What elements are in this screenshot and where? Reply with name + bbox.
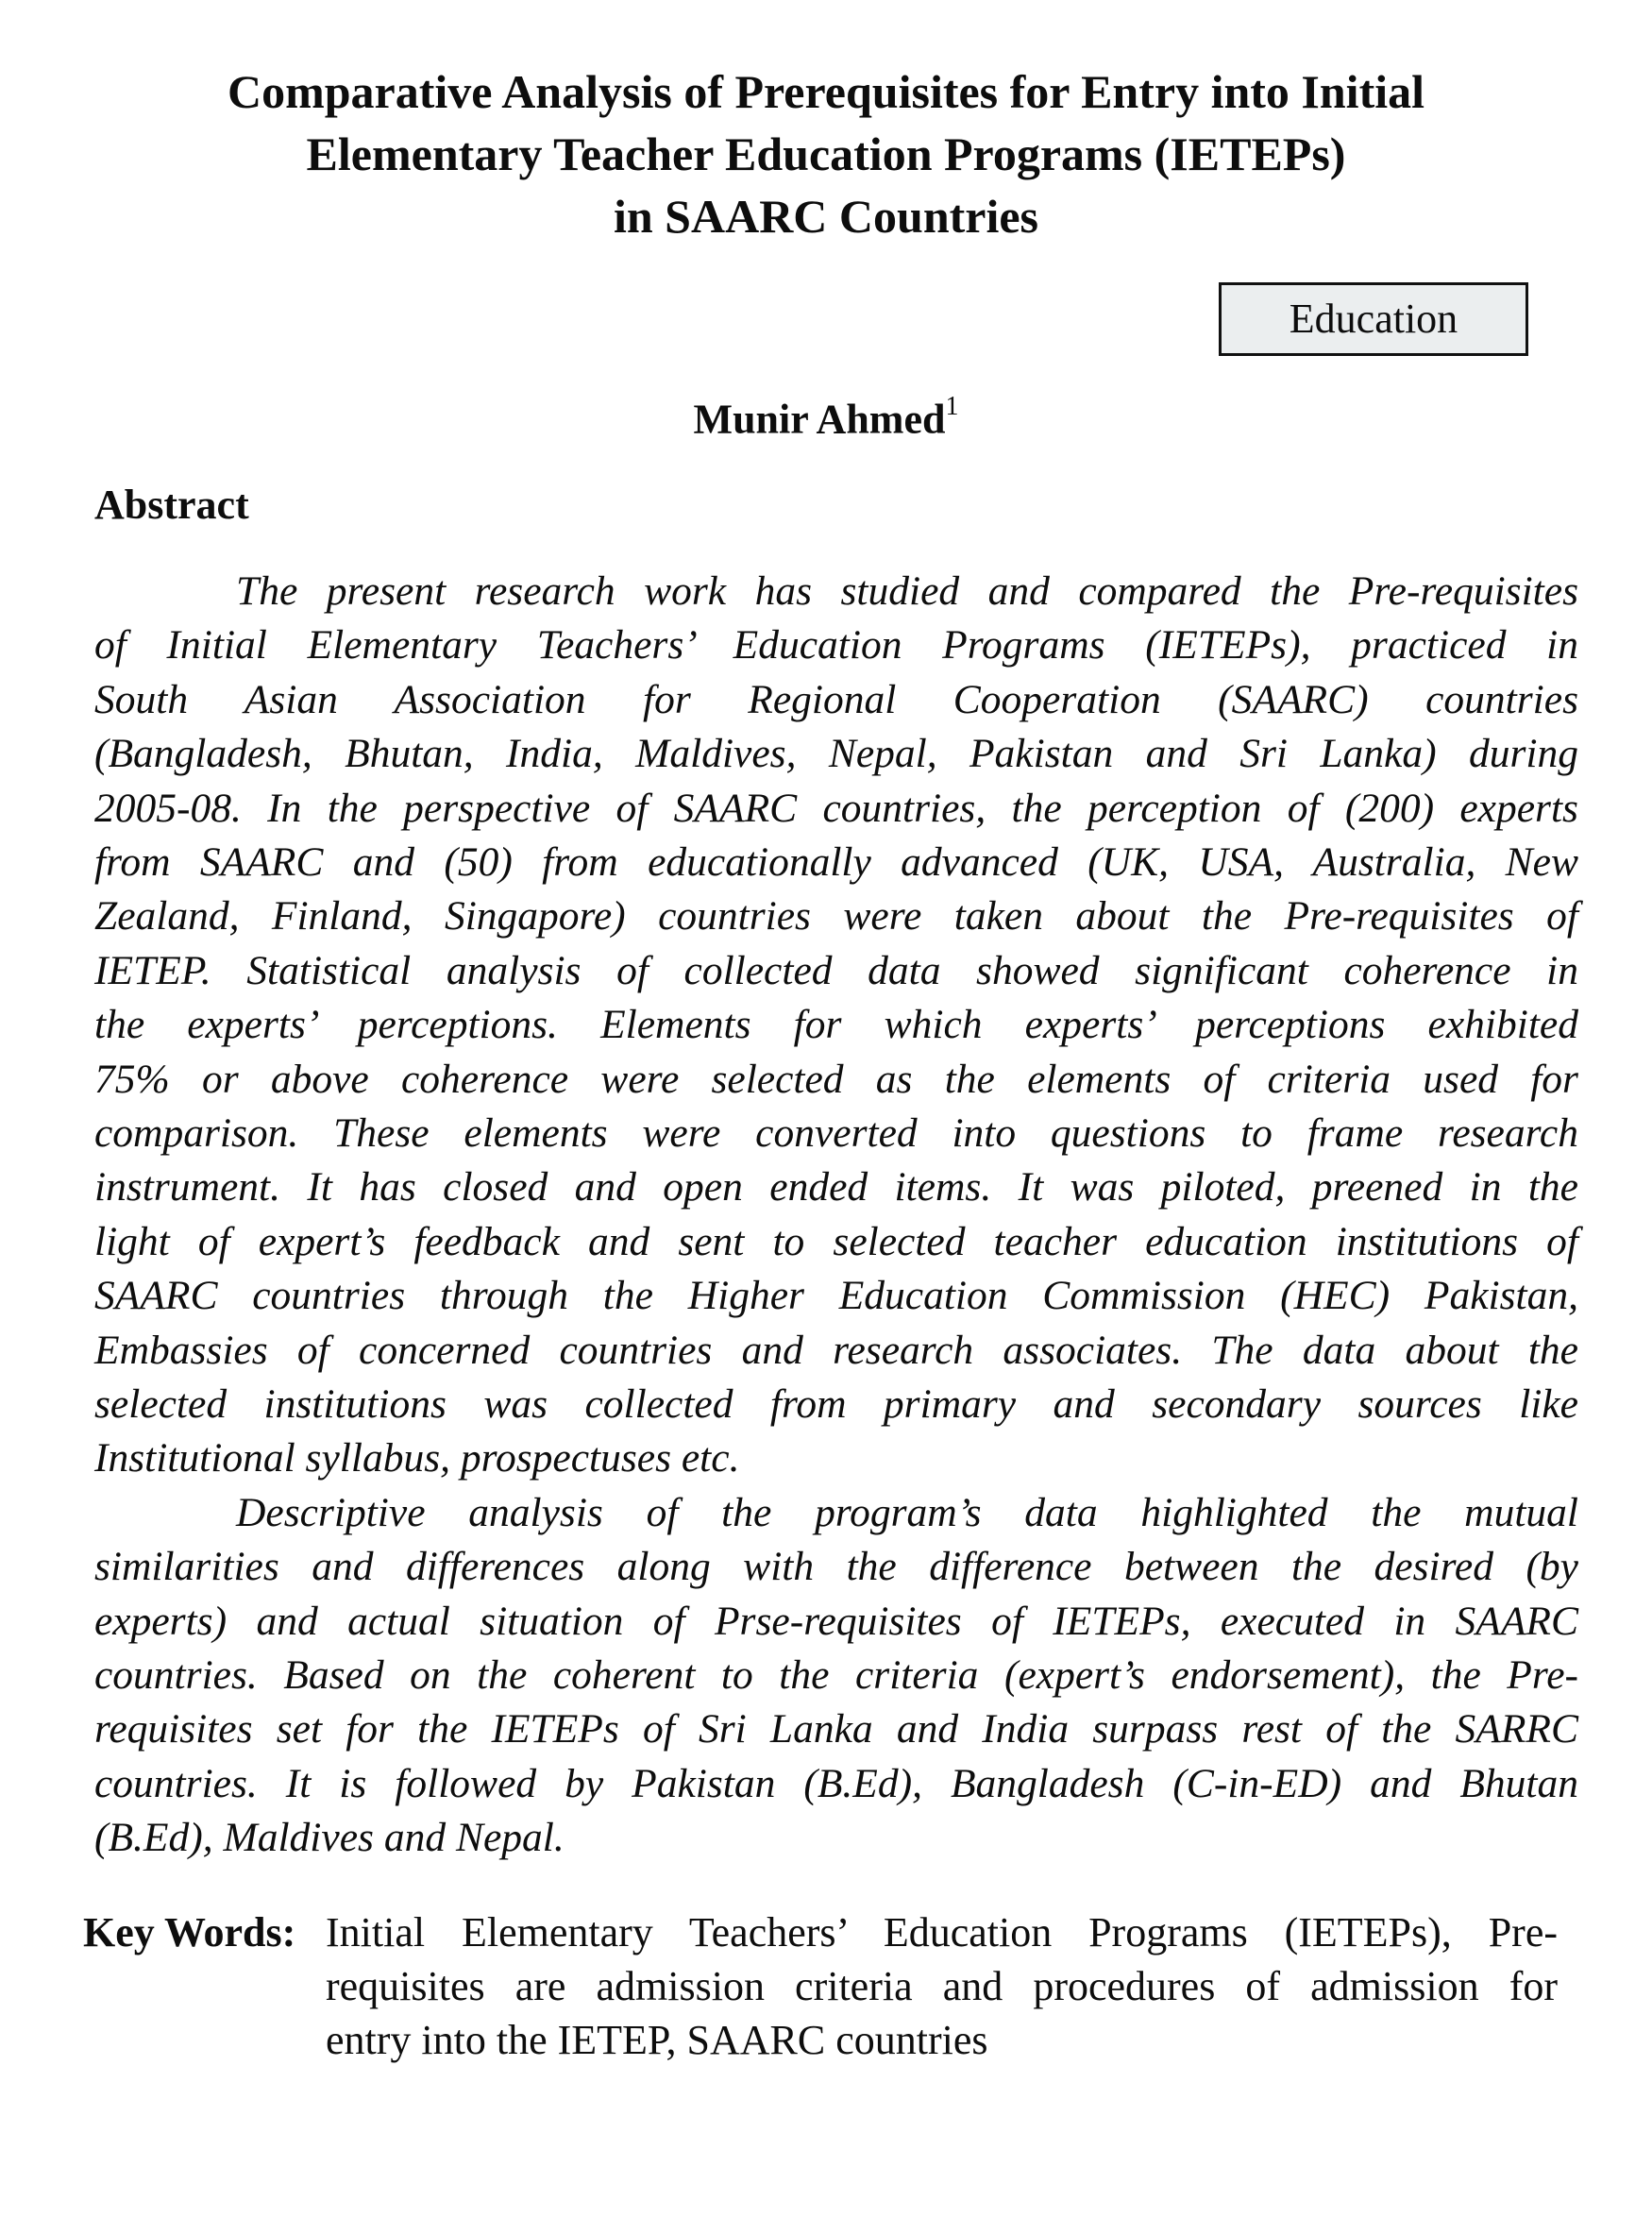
text-line: comparison. These elements were converted into questions to frame research bbox=[94, 1110, 1578, 1156]
text-line: SAARC countries through the Higher Education Commission (HEC) Pakistan, bbox=[94, 1273, 1578, 1319]
text-line: 2005-08. In the perspective of SAARC countries, the perception of (200) experts bbox=[94, 785, 1578, 831]
text-line: instrument. It has closed and open ended items. It was piloted, preened in the bbox=[94, 1164, 1578, 1211]
text-line: IETEP. Statistical analysis of collected data showed significant coherence in bbox=[94, 947, 1578, 993]
keywords-line: requisites are admission criteria and procedures of admission for bbox=[326, 1963, 1558, 2009]
text-line: selected institutions was collected from primary and secondary sources like bbox=[94, 1381, 1578, 1427]
text-line: the experts’ perceptions. Elements for which experts’ perceptions exhibited bbox=[94, 1002, 1578, 1048]
keywords-line: entry into the IETEP, SAARC countries bbox=[326, 2017, 988, 2063]
text-line: The present research work has studied and compared the Pre-requisites bbox=[236, 568, 1578, 614]
text-line: of Initial Elementary Teachers’ Education Programs (IETEPs), practiced in bbox=[94, 622, 1578, 669]
text-line: experts) and actual situation of Prse-requisites of IETEPs, executed in SAARC bbox=[94, 1598, 1578, 1644]
title-line-2: Elementary Teacher Education Programs (IETEPs) bbox=[306, 127, 1346, 180]
title-line-3: in SAARC Countries bbox=[613, 190, 1039, 243]
abstract-heading: Abstract bbox=[94, 482, 249, 528]
author-name: Munir Ahmed bbox=[693, 396, 946, 443]
text-line: requisites set for the IETEPs of Sri Lanka and India surpass rest of the SARRC bbox=[94, 1706, 1578, 1752]
keywords-line: Initial Elementary Teachers’ Education Programs (IETEPs), Pre- bbox=[326, 1909, 1558, 1956]
title-line-1: Comparative Analysis of Prerequisites for Entry into Initial bbox=[227, 65, 1425, 118]
text-line: countries. It is followed by Pakistan (B.Ed), Bangladesh (C-in-ED) and Bhutan bbox=[94, 1760, 1578, 1806]
author-line bbox=[0, 382, 1652, 449]
text-line: (Bangladesh, Bhutan, India, Maldives, Nepal, Pakistan and Sri Lanka) during bbox=[94, 731, 1578, 777]
text-line: similarities and differences along with the difference between the desired (by bbox=[94, 1544, 1578, 1590]
text-line: (B.Ed), Maldives and Nepal. bbox=[94, 1815, 565, 1861]
text-line: 75% or above coherence were selected as the elements of criteria used for bbox=[94, 1056, 1578, 1102]
paper-title bbox=[0, 60, 1652, 247]
text-line: from SAARC and (50) from educationally advanced (UK, USA, Australia, New bbox=[94, 839, 1578, 885]
affiliation-marker: 1 bbox=[945, 392, 959, 421]
text-line: Descriptive analysis of the program’s data highlighted the mutual bbox=[236, 1489, 1578, 1535]
text-line: South Asian Association for Regional Cooperation (SAARC) countries bbox=[94, 676, 1578, 722]
text-line: Embassies of concerned countries and research associates. The data about the bbox=[94, 1327, 1578, 1373]
text-line: Institutional syllabus, prospectuses etc. bbox=[94, 1435, 740, 1481]
subject-tag: Education bbox=[1219, 282, 1528, 356]
text-line: countries. Based on the coherent to the criteria (expert’s endorsement), the Pre- bbox=[94, 1652, 1578, 1698]
text-line: Zealand, Finland, Singapore) countries were taken about the Pre-requisites of bbox=[94, 893, 1578, 940]
keywords-label: Key Words: bbox=[83, 1909, 296, 1956]
text-line: light of expert’s feedback and sent to selected teacher education institutions of bbox=[94, 1218, 1578, 1264]
